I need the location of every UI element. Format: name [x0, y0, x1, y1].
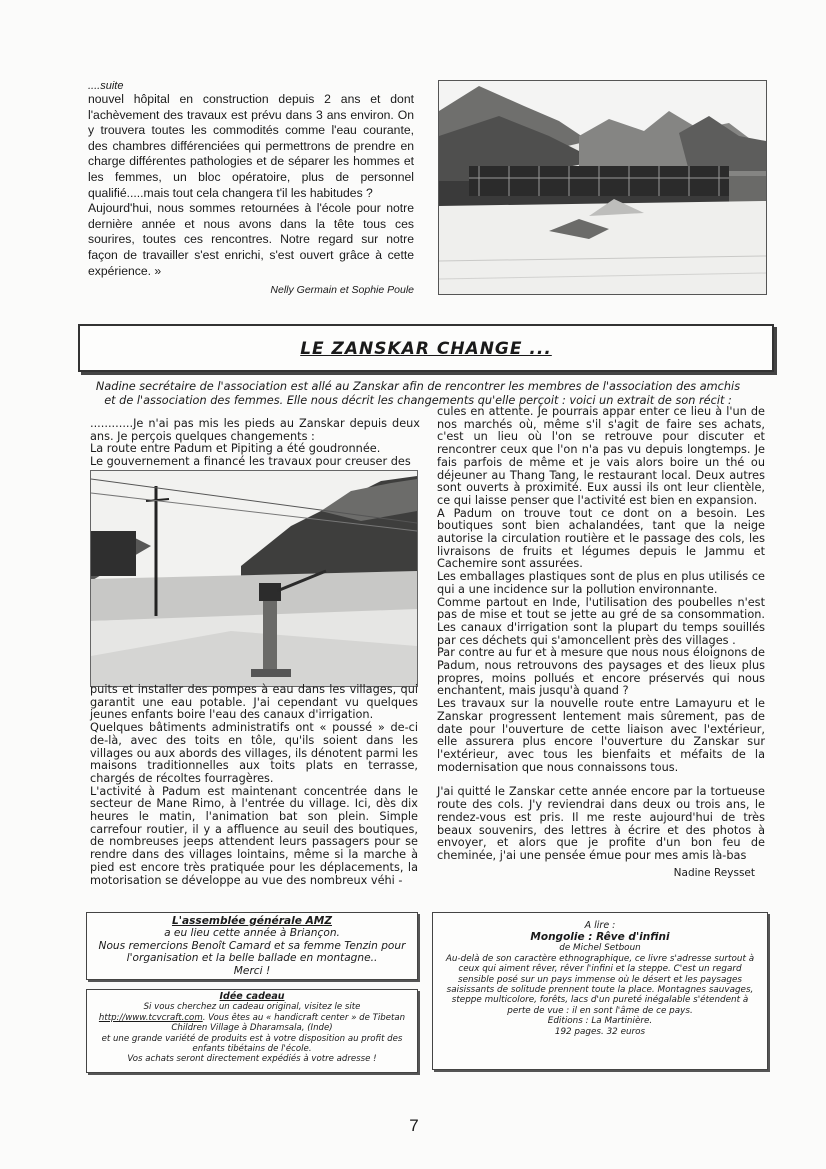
- page-number: 7: [409, 1116, 419, 1135]
- gift-line-4: Vos achats seront directement expédiés à votre adresse !: [127, 1054, 377, 1065]
- book-pages-price: 192 pages. 32 euros: [554, 1026, 646, 1037]
- gift-line-2-text: . Vous êtes au « handicraft center » de Tibetan Children Village à Dharamsala, (Inde): [171, 1012, 406, 1034]
- hospital-construction-photo: [438, 80, 767, 295]
- right-paragraph-1: cules en attente. Je pourrais appar enter ce lieu à l'un de nos marchés où, même s'il s'agit de faire ses achats, c'est un lieu où l'on se retrouve pour discuter et rencontrer ceux que l'on n'a pas vu depuis longtemps. Je fais parfois de même et je vais alors boire un thé ou déjeuner au Thang Tang, le restaurant local. Deux autres sont ouverts à proximité. Eux aussi ils ont leur clientèle, ce qui laisse penser que l'activité est bien en expansion.: [437, 405, 765, 507]
- book-description: Au-delà de son caractère ethnographique, ce livre s'adresse surtout à ceux qui aiment rêver, rêver l'infini et la steppe. C'est un regard sensible posé sur un pays immense où le désert et les paysages saisissants de solitude prennent toute la place. Montagnes sauvages, steppe multicolore, forêts, lacs d'un pureté inégalable s'étendent à perte de vue : il en sont l'âme de ce pays.: [445, 953, 755, 1016]
- top-article: [88, 80, 414, 299]
- assembly-line-1: a eu lieu cette année à Briançon.: [164, 927, 340, 940]
- article-signature: Nadine Reysset: [673, 866, 755, 879]
- assembly-line-3: Merci !: [233, 964, 271, 977]
- website-link[interactable]: http://www.tcvcraft.com: [98, 1012, 203, 1023]
- continued-label: ....suite: [88, 80, 124, 92]
- top-signature: Nelly Germain et Sophie Poule: [270, 284, 414, 297]
- right-paragraph-3: Les emballages plastiques sont de plus en plus utilisés ce qui a une incidence sur la pollution environnante.: [437, 570, 765, 596]
- gift-line-2: [87, 1013, 417, 1034]
- left-paragraph-3: Le gouvernement a financé les travaux pour creuser des: [90, 455, 411, 469]
- gift-line-1: Si vous cherchez un cadeau original, visitez le site: [143, 1002, 361, 1013]
- right-column: [437, 406, 765, 879]
- assembly-line-2: Nous remercions Benoît Camard et sa femme Tenzin pour l'organisation et la belle ballade en montagne..: [98, 939, 406, 965]
- book-title: Mongolie : Rêve d'infini: [530, 931, 670, 944]
- left-paragraph-2: La route entre Padum et Pipiting a été goudronnée.: [90, 442, 381, 456]
- right-paragraph-2: A Padum on trouve tout ce dont on a besoin. Les boutiques sont bien achalandées, tant que la neige autorise la circulation routière et le passage des cols, les livraisons de fruits et légumes depuis le Jammu et Cachemire sont assurées.: [437, 506, 765, 571]
- left-paragraph-5: Quelques bâtiments administratifs ont « poussé » de-ci de-là, avec des toits en tôle, qu'ils soient dans les villages ou aux abords des villages, ils dénotent parmi les maisons traditionnelles aux toits plats en terrasse, chargés de récoltes fourragères.: [90, 721, 418, 785]
- article-intro: Nadine secrétaire de l'association est allé au Zanskar afin de rencontrer les membres de l'association des amchis et de l'association des femmes. Elle nous décrit les changements qu'elle perçoit : voici un extrait de son récit :: [95, 380, 741, 407]
- article-title: LE ZANSKAR CHANGE ...: [300, 339, 552, 359]
- gift-idea-box: [86, 989, 418, 1073]
- top-paragraph-2: Aujourd'hui, nous sommes retournées à l'école pour notre dernière année et nous avons dans la tête tous ces sourires, toutes ces rencontres. Notre regard sur notre façon de travailler s'est enrichi, s'est ouvert grâce à cette expérience. »: [88, 201, 414, 278]
- left-paragraph-6: L'activité à Padum est maintenant concentrée dans le secteur de Mane Rimo, à l'entrée du village. Ici, dès dix heures le matin, l'animation bat son plein. Simple carrefour routier, il y a affluence au seuil des boutiques, de nombreuses jeeps attendent leurs passagers pour se rendre dans des villages lointains, même si la marche à pied est encore très pratiquée pour les déplacements, la motorisation se développe au vue des nombreux véhi -: [90, 784, 418, 887]
- gift-line-3: et une grande variété de produits est à votre disposition au profit des enfants tibétains de l'école.: [101, 1033, 403, 1055]
- assembly-notice-box: [86, 912, 418, 980]
- book-kicker: A lire :: [584, 920, 616, 931]
- article-title-banner: [78, 324, 774, 372]
- left-column-top: [90, 418, 420, 469]
- left-paragraph-1: ............Je n'ai pas mis les pieds au Zanskar depuis deux ans. Je perçois quelques changements :: [90, 417, 420, 443]
- top-paragraph-1: nouvel hôpital en construction depuis 2 ans et dont l'achèvement des travaux est prévu dans 3 ans environ. On y trouvera toutes les commodités comme l'eau courante, des chambres différenciées qui permettrons de prendre en charge différentes pathologies et de séparer les hommes et les femmes, un bloc opératoire, plus de personnel qualifié.....mais tout cela changera t'il les habitudes ?: [88, 92, 414, 200]
- left-column-bottom: [90, 684, 418, 887]
- right-paragraph-4: Comme partout en Inde, l'utilisation des poubelles n'est pas de mise et tout se jette au gré de sa consommation. Les canaux d'irrigation sont la plupart du temps souillés par ces déchets qui s'amoncellent près des villages .: [437, 595, 765, 647]
- book-review-box: [432, 912, 768, 1070]
- left-paragraph-4: puits et installer des pompes à eau dans les villages, qui garantit une eau potable. J'ai cependant vu quelques jeunes enfants boire l'eau des canaux d'irrigation.: [90, 683, 418, 722]
- book-publisher: Editions : La Martinière.: [547, 1016, 653, 1027]
- right-paragraph-7: J'ai quitté le Zanskar cette année encore par la tortueuse route des cols. J'y reviendrai dans deux ou trois ans, le rendez-vous est pris. Il me reste aujourd'hui de très beaux souvenirs, des lettres à écrire et des photos à envoyer, et alors que je profite d'un bon feu de cheminée, j'ai une pensée émue pour mes amis là-bas: [437, 785, 765, 862]
- book-author: de Michel Setboun: [559, 943, 641, 954]
- assembly-title: L'assemblée générale AMZ: [171, 915, 333, 927]
- right-paragraph-5: Par contre au fur et à mesure que nous nous éloignons de Padum, nous retrouvons des paysages et des lieux plus propres, moins pollués et encore préservés qui nous enchantent, mais jusqu'à quand ?: [437, 646, 766, 698]
- right-paragraph-6: Les travaux sur la nouvelle route entre Lamayuru et le Zanskar progressent lentement mais sûrement, pas de date pour l'ouverture de cette liaison avec l'extérieur, elle assurera plus encore l'ouverture du Zanskar sur l'extérieur, avec tous les bienfaits et méfaits de la modernisation que nous connaissons tous.: [437, 697, 765, 774]
- water-pump-photo: [90, 470, 418, 687]
- gift-title: Idée cadeau: [219, 991, 285, 1002]
